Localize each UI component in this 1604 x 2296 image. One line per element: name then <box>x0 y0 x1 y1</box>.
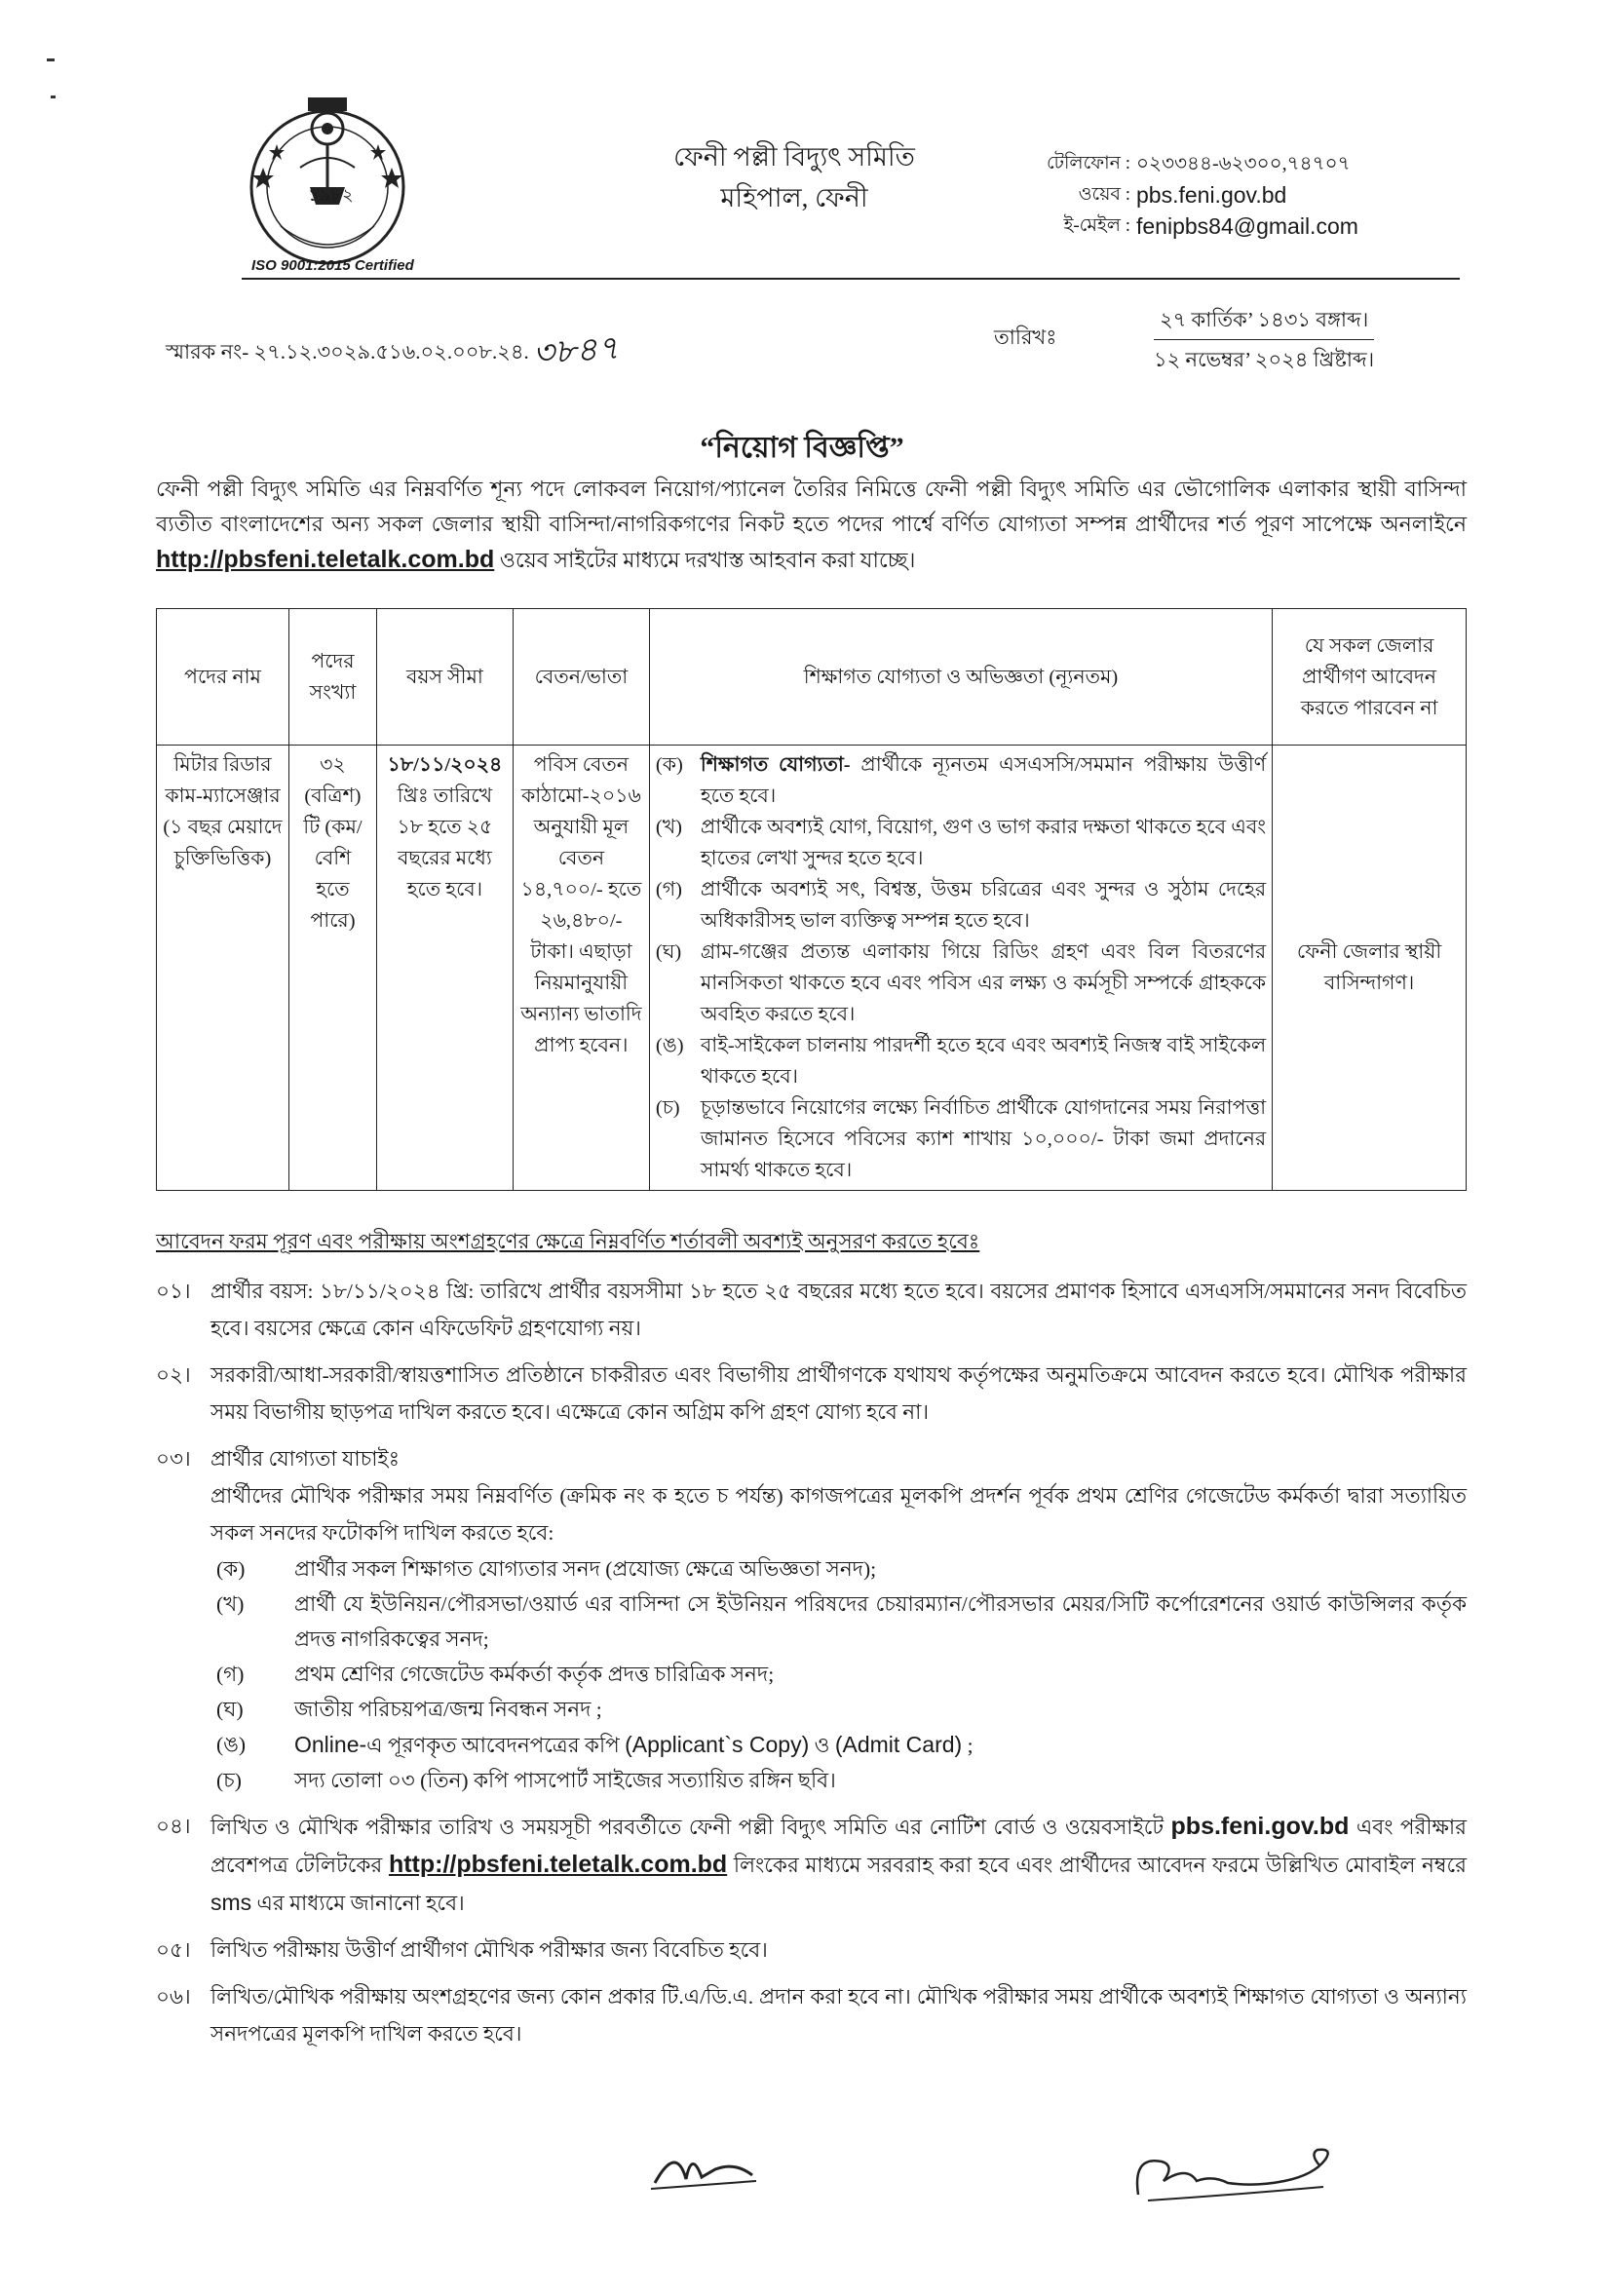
item-text-part: এ পূরণকৃত আবেদনপত্রের কপি <box>366 1734 626 1757</box>
memo-line <box>166 325 619 381</box>
item-marker: (ক) <box>216 1557 246 1581</box>
vacancy-table <box>156 608 1467 1191</box>
item-marker: (ঙ) <box>216 1733 247 1756</box>
cell-count: ৩২ (বত্রিশ) টি (কম/বেশি হতে পারে) <box>288 746 376 1191</box>
conditions-heading: আবেদন ফরম পূরণ এবং পরীক্ষায় অংশগ্রহণের ক্ষেত্রে নিম্নবর্ণিত শর্তাবলী অবশ্যই অনুসরণ করতে হবেঃ <box>156 1230 980 1253</box>
item-marker: (ঘ) <box>216 1698 244 1721</box>
cell-qualification <box>649 746 1272 1191</box>
item-marker: (ঙ) <box>655 1035 684 1056</box>
condition-6 <box>156 1978 1467 2052</box>
header-post: পদের নাম <box>157 609 289 746</box>
item-text: প্রথম শ্রেণির গেজেটেড কর্মকর্তা কর্তৃক প্রদত্ত চারিত্রিক সনদ; <box>294 1663 775 1686</box>
qualification-list <box>656 749 1266 1186</box>
signature-authority <box>1119 2136 1343 2214</box>
iso-certification: ISO 9001:2015 Certified <box>251 257 414 274</box>
phone-label: টেলিফোন : <box>1046 153 1130 173</box>
list-item <box>210 1587 1467 1657</box>
org-name: ফেনী পল্লী বিদ্যুৎ সমিতি <box>673 142 915 172</box>
condition-3 <box>156 1440 1467 1798</box>
item-text-part: ও <box>809 1734 835 1757</box>
pbs-website-link[interactable]: pbs.feni.gov.bd <box>1170 1813 1350 1840</box>
email-label: ই-মেইল : <box>1063 215 1130 236</box>
date-bangla: ২৭ কার্তিক’ ১৪৩১ বঙ্গাব্দ। <box>1154 300 1374 340</box>
item-text: জাতীয় পরিচয়পত্র/জন্ম নিবন্ধন সনদ ; <box>294 1698 602 1721</box>
scan-mark <box>51 96 56 98</box>
qualification-text: প্রার্থীকে অবশ্যই যোগ, বিয়োগ, গুণ ও ভাগ করার দক্ষতা থাকতে হবে এবং হাতের লেখা সুন্দর হতে হবে। <box>700 817 1267 869</box>
web-label: ওয়েব : <box>1078 184 1130 205</box>
condition-number: ০৬। <box>156 1985 191 2009</box>
sms-text: sms <box>210 1890 252 1915</box>
condition-text <box>210 1808 1467 1922</box>
condition-text-part: লিখিত ও মৌখিক পরীক্ষার তারিখ ও সময়সূচী পরবর্তীতে ফেনী পল্লী বিদ্যুৎ সমিতি এর নোটিশ বোর্ড ও ওয়েবসাইটে <box>210 1816 1171 1839</box>
date-label: তারিখঃ <box>994 325 1057 349</box>
condition-text: লিখিত/মৌখিক পরীক্ষায় অংশগ্রহণের জন্য কোন প্রকার টি.এ/ডি.এ. প্রদান করা হবে না। মৌখিক পরীক্ষার সময় প্রার্থীকে অবশ্যই শিক্ষাগত যোগ্যতা ও অন্যান্য সনদপত্রের মূলকপি দাখিল করতে হবে। <box>210 1985 1467 2046</box>
item-marker: (খ) <box>655 817 683 838</box>
item-text: সদ্য তোলা ০৩ (তিন) কপি পাসপোর্ট সাইজের সত্যায়িত রঙ্গিন ছবি। <box>294 1769 836 1792</box>
list-item <box>656 749 1266 812</box>
list-item <box>656 1030 1266 1092</box>
item-text <box>294 1727 1467 1763</box>
date-english: ১২ নভেম্বর’ ২০২৪ খ্রিষ্টাব্দ। <box>1154 348 1375 371</box>
scan-mark <box>47 58 55 61</box>
condition-2 <box>156 1357 1467 1431</box>
item-marker: (খ) <box>216 1592 245 1616</box>
handwritten-memo-number: ৩৮৪৭ <box>531 327 621 374</box>
web-row <box>984 179 1384 210</box>
header-districts: যে সকল জেলার প্রার্থীগণ আবেদন করতে পারবেন না <box>1273 609 1467 746</box>
condition-text-part: এবং পরীক্ষার প্রবেশপত্র টেলিটকের <box>210 1816 1467 1877</box>
teletalk-link[interactable]: http://pbsfeni.teletalk.com.bd <box>388 1851 728 1878</box>
phone-value: ০২৩৩৪৪-৬২৩০০,৭৪৭০৭ <box>1136 153 1351 174</box>
condition-number: ০১। <box>156 1280 191 1303</box>
phone-row <box>984 148 1384 179</box>
list-item <box>656 812 1266 874</box>
memo-number: স্মারক নং- ২৭.১২.৩০২৯.৫১৬.০২.০০৮.২৪. <box>166 340 529 364</box>
item-marker: (ক) <box>655 754 683 776</box>
intro-text-2: ওয়েব সাইটের মাধ্যমে দরখাস্ত আহবান করা যাচ্ছে। <box>499 548 916 572</box>
list-item <box>210 1692 1467 1727</box>
intro-text-1: ফেনী পল্লী বিদ্যুৎ সমিতি এর নিম্নবর্ণিত শূন্য পদে লোকবল নিয়োগ/প্যানেল তৈরির নিমিত্তে ফেনী পল্লী বিদ্যুৎ সমিতি এর ভৌগোলিক এলাকার স্থায়ী বাসিন্দা ব্যতীত বাংলাদেশের অন্য সকল জেলার স্থায়ী বাসিন্দা/নাগরিকগণের নিকট হতে পদের পার্শ্বে বর্ণিত যোগ্যতা সম্পন্ন প্রার্থীদের শর্ত পূরণ সাপেক্ষে অনলাইনে <box>156 477 1467 536</box>
teletalk-link[interactable]: http://pbsfeni.teletalk.com.bd <box>156 546 495 573</box>
condition-number: ০৫। <box>156 1938 191 1962</box>
condition-text: প্রার্থীর বয়স: ১৮/১১/২০২৪ খ্রি: তারিখে প্রার্থীর বয়সসীমা ১৮ হতে ২৫ বছরের মধ্যে হতে হবে। বয়সের প্রমাণক হিসাবে এসএসসি/সমমানের সনদ বিবেচিত হবে। বয়সের ক্ষেত্রে কোন এফিডেফিট গ্রহণযোগ্য নয়। <box>210 1280 1467 1340</box>
signature-initial <box>647 2140 764 2199</box>
item-marker: (ঘ) <box>655 941 682 963</box>
list-item <box>210 1551 1467 1587</box>
list-item <box>210 1763 1467 1798</box>
email-row <box>984 210 1384 242</box>
condition-number: ০২। <box>156 1363 191 1387</box>
notice-intro <box>156 472 1467 578</box>
qualification-text: গ্রাম-গঞ্জের প্রত্যন্ত এলাকায় গিয়ে রিডিং গ্রহণ এবং বিল বিতরণের মানসিকতা থাকতে হবে এবং পবিস এর লক্ষ্য ও কর্মসূচী সম্পর্কে গ্রাহককে অবহিত করতে হবে। <box>700 941 1267 1025</box>
applicant-copy-text: (Applicant`s Copy) <box>625 1732 810 1757</box>
admit-card-text: (Admit Card) <box>834 1732 963 1757</box>
age-rest: খ্রিঃ তারিখে ১৮ হতে ২৫ বছরের মধ্যে হতে হবে। <box>397 785 493 900</box>
header-divider <box>242 278 1460 280</box>
header-qualification: শিক্ষাগত যোগ্যতা ও অভিজ্ঞতা (ন্যূনতম) <box>649 609 1272 746</box>
item-text: প্রার্থী যে ইউনিয়ন/পৌরসভা/ওয়ার্ড এর বাসিন্দা সে ইউনিয়ন পরিষদের চেয়ারম্যান/পৌরসভার মেয়র/সিটি কর্পোরেশনের ওয়ার্ড কাউন্সিলর কর্তৃক প্রদত্ত নাগরিকত্বের সনদ; <box>294 1592 1467 1651</box>
web-link[interactable]: pbs.feni.gov.bd <box>1136 182 1287 208</box>
cell-salary: পবিস বেতন কাঠামো-২০১৬ অনুযায়ী মূল বেতন ১৪,৭০০/- হতে ২৬,৪৮০/- টাকা। এছাড়া নিয়মানুযায়ী অন্যান্য ভাতাদি প্রাপ্য হবেন। <box>513 746 649 1191</box>
condition-number: ০৩। <box>156 1447 191 1471</box>
date-block <box>1154 300 1374 379</box>
list-item <box>210 1727 1467 1763</box>
contact-block <box>984 148 1384 242</box>
org-block <box>604 136 984 218</box>
qualification-text: প্রার্থীকে ন্যূনতম এসএসসি/সমমান পরীক্ষায় উত্তীর্ণ হতে হবে। <box>700 754 1267 807</box>
condition-text: সরকারী/আধা-সরকারী/স্বায়ত্তশাসিত প্রতিষ্ঠানে চাকরীরত এবং বিভাগীয় প্রার্থীগণকে যথাযথ কর্তৃপক্ষের অনুমতিক্রমে আবেদন করতে হবে। মৌখিক পরীক্ষার সময় বিভাগীয় ছাড়পত্র দাখিল করতে হবে। এক্ষেত্রে কোন অগ্রিম কপি গ্রহণ যোগ্য হবে না। <box>210 1363 1467 1424</box>
header-age: বয়স সীমা <box>376 609 513 746</box>
item-marker: (চ) <box>216 1769 242 1792</box>
org-location: মহিপাল, ফেনী <box>720 183 868 212</box>
qualification-text: বাই-সাইকেল চালনায় পারদর্শী হতে হবে এবং অবশ্যই নিজস্ব বাই সাইকেল থাকতে হবে। <box>700 1035 1267 1088</box>
logo-year: ১৯৮২ <box>308 185 354 205</box>
item-marker: (গ) <box>655 879 682 900</box>
condition-number: ০৪। <box>156 1815 191 1838</box>
table-row <box>157 746 1467 1191</box>
condition-text-part: লিংকের মাধ্যমে সরবরাহ করা হবে এবং প্রার্থীদের আবেদন ফরমে উল্লিখিত মোবাইল নম্বরে <box>727 1854 1467 1877</box>
item-text-part: ; <box>962 1734 974 1757</box>
qualification-bold-label: শিক্ষাগত যোগ্যতা- <box>700 754 851 776</box>
header-salary: বেতন/ভাতা <box>513 609 649 746</box>
item-text: প্রার্থীর সকল শিক্ষাগত যোগ্যতার সনদ (প্রযোজ্য ক্ষেত্রে অভিজ্ঞতা সনদ); <box>294 1557 877 1581</box>
condition-title: প্রার্থীর যোগ্যতা যাচাইঃ <box>210 1447 401 1471</box>
conditions-list <box>156 1273 1467 2062</box>
cell-age <box>376 746 513 1191</box>
condition-text-part: এর মাধ্যমে জানানো হবে। <box>251 1892 465 1915</box>
item-marker: (চ) <box>655 1097 680 1119</box>
condition-text: লিখিত পরীক্ষায় উত্তীর্ণ প্রার্থীগণ মৌখিক পরীক্ষার জন্য বিবেচিত হবে। <box>210 1938 768 1962</box>
cell-districts: ফেনী জেলার স্থায়ী বাসিন্দাগণ। <box>1273 746 1467 1191</box>
qualification-text: প্রার্থীকে অবশ্যই সৎ, বিশ্বস্ত, উত্তম চরিত্রের এবং সুন্দর ও সুঠাম দেহের অধিকারীসহ ভাল ব্যক্তিত্ব সম্পন্ন হতে হবে। <box>700 879 1267 932</box>
item-marker: (গ) <box>216 1663 245 1686</box>
condition-text: প্রার্থীদের মৌখিক পরীক্ষার সময় নিম্নবর্ণিত (ক্রমিক নং ক হতে চ পর্যন্ত) কাগজপত্রের মূলকপি প্রদর্শন পূর্বক প্রথম শ্রেণির গেজেটেড কর্মকর্তা দ্বারা সত্যায়িত সকল সনদের ফটোকপি দাখিল করতে হবে: <box>210 1484 1467 1545</box>
list-item <box>656 1092 1266 1186</box>
age-date: ১৮/১১/২০২৪ <box>387 754 503 776</box>
online-text: Online- <box>294 1732 367 1757</box>
cell-post: মিটার রিডার কাম-ম্যাসেঞ্জার (১ বছর মেয়াদে চুক্তিভিত্তিক) <box>157 746 289 1191</box>
condition-4 <box>156 1808 1467 1922</box>
list-item <box>210 1657 1467 1692</box>
email-link[interactable]: fenipbs84@gmail.com <box>1136 213 1358 239</box>
list-item <box>656 937 1266 1030</box>
condition-body <box>210 1440 1467 1798</box>
table-header-row <box>157 609 1467 746</box>
condition-5 <box>156 1932 1467 1969</box>
notice-title: “নিয়োগ বিজ্ঞপ্তি” <box>700 432 904 464</box>
list-item <box>656 874 1266 937</box>
condition-1 <box>156 1273 1467 1347</box>
header-count: পদের সংখ্যা <box>288 609 376 746</box>
qualification-text: চূড়ান্তভাবে নিয়োগের লক্ষ্যে নির্বাচিত প্রার্থীকে যোগদানের সময় নিরাপত্তা জামানত হিসেবে পবিসের ক্যাশ শাখায় ১০,০০০/- টাকা জমা প্রদানের সামর্থ্য থাকতে হবে। <box>700 1097 1267 1181</box>
